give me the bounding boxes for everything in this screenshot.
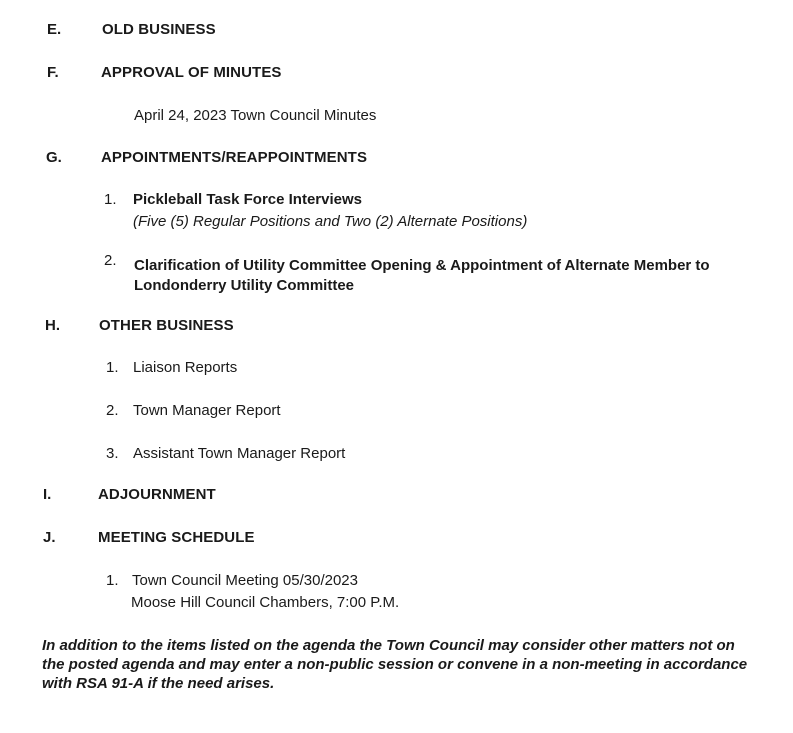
section-j-title: MEETING SCHEDULE	[98, 529, 255, 546]
footer-line-1: In addition to the items listed on the agenda the Town Council may consider other matters not on	[42, 637, 735, 654]
section-e-title: OLD BUSINESS	[102, 21, 216, 38]
g-item-1-detail: (Five (5) Regular Positions and Two (2) Alternate Positions)	[133, 213, 528, 230]
agenda-footer-note	[42, 636, 762, 693]
section-h-letter: H.	[45, 317, 60, 334]
g-item-2-line1: Clarification of Utility Committee Opening & Appointment of Alternate Member to	[134, 257, 710, 274]
h-item-3-number: 3.	[106, 445, 119, 462]
h-item-2-label: Town Manager Report	[133, 402, 281, 419]
g-item-1-number: 1.	[104, 191, 117, 208]
h-item-3-label: Assistant Town Manager Report	[133, 445, 346, 462]
section-i-title: ADJOURNMENT	[98, 486, 216, 503]
g-item-1-title: Pickleball Task Force Interviews	[133, 191, 362, 208]
h-item-2-number: 2.	[106, 402, 119, 419]
minutes-item: April 24, 2023 Town Council Minutes	[134, 107, 377, 124]
section-f-letter: F.	[47, 64, 59, 81]
section-j-letter: J.	[43, 529, 56, 546]
section-g-title: APPOINTMENTS/REAPPOINTMENTS	[101, 149, 368, 166]
h-item-1-number: 1.	[106, 359, 119, 376]
section-e-letter: E.	[47, 21, 62, 38]
h-item-1-label: Liaison Reports	[133, 359, 238, 376]
section-g-letter: G.	[46, 149, 62, 166]
j-item-1-number: 1.	[106, 572, 119, 589]
g-item-2-line2: Londonderry Utility Committee	[134, 277, 355, 294]
footer-line-2: the posted agenda and may enter a non-public session or convene in a non-meeting in accordance	[42, 656, 748, 673]
footer-line-3: with RSA 91-A if the need arises.	[42, 675, 275, 692]
g-item-2-number: 2.	[104, 252, 117, 269]
section-i-letter: I.	[43, 486, 52, 503]
section-h-title: OTHER BUSINESS	[99, 317, 234, 334]
j-item-1-line1: Town Council Meeting 05/30/2023	[132, 572, 358, 589]
j-item-1-line2: Moose Hill Council Chambers, 7:00 P.M.	[131, 594, 400, 611]
section-f-title: APPROVAL OF MINUTES	[101, 64, 282, 81]
